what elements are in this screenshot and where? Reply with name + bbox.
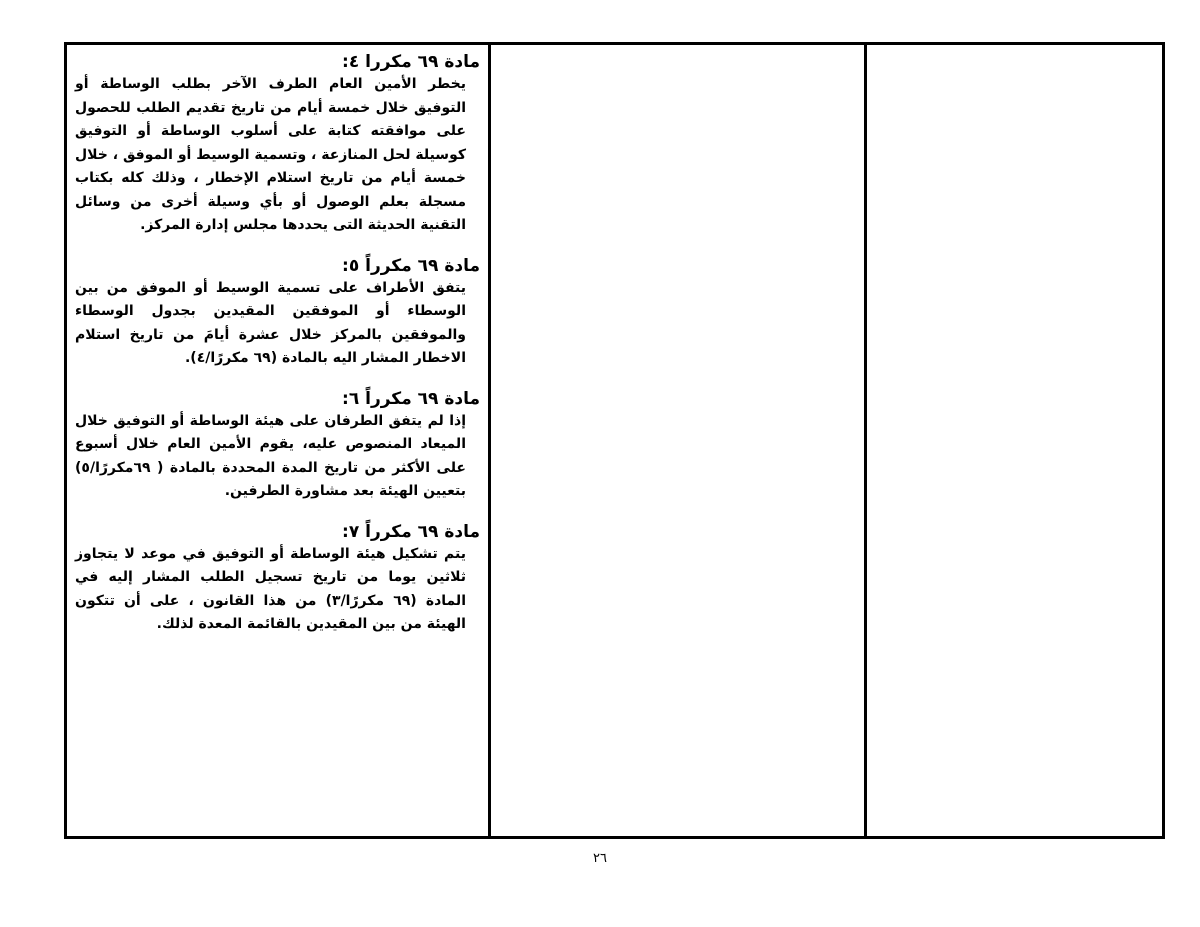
article-title: مادة ٦٩ مكرراً ٥:: [342, 255, 480, 276]
article-69-bis-7: [75, 521, 480, 637]
column-middle-empty: [491, 45, 867, 836]
table-frame: [64, 42, 1165, 839]
column-right-empty: [867, 45, 1162, 836]
article-body: يتم تشكيل هيئة الوساطة أو التوفيق في موعد لا يتجاوز ثلاثين يوما من تاريخ تسجيل الطلب المشار إليه في المادة (٦٩ مكررًا/٣) من هذا القانون ، على أن تتكون الهيئة من بين المقيدين بالقائمة المعدة لذلك.: [75, 545, 466, 632]
article-body: إذا لم يتفق الطرفان على هيئة الوساطة أو التوفيق خلال الميعاد المنصوص عليه، يقوم الأمين العام خلال أسبوع على الأكثر من تاريخ المدة المحددة بالمادة ( ٦٩مكررًا/٥) بتعيين الهيئة بعد مشاورة الطرفين.: [75, 412, 466, 499]
article-title: مادة ٦٩ مكررا ٤:: [342, 52, 480, 72]
article-69-bis-4: [75, 51, 480, 238]
article-title: مادة ٦٩ مكرراً ٦:: [342, 388, 480, 409]
page-number: ٢٦: [593, 851, 607, 866]
article-69-bis-6: [75, 388, 480, 504]
article-title: مادة ٦٩ مكرراً ٧:: [342, 521, 480, 542]
column-article-text: [67, 45, 491, 836]
article-69-bis-5: [75, 255, 480, 371]
article-body: يتفق الأطراف على تسمية الوسيط أو الموفق من بين الوسطاء أو الموفقين المقيدين بجدول الوسطاء والموفقين بالمركز خلال عشرة أيامَ من تاريخ استلام الاخطار المشار اليه بالمادة (٦٩ مكررًا/٤).: [75, 279, 466, 366]
article-body: يخطر الأمين العام الطرف الآخر بطلب الوساطة أو التوفيق خلال خمسة أيام من تاريخ تقديم الطلب للحصول على موافقته كتابة على أسلوب الوساطة أو التوفيق كوسيلة لحل المنازعة ، وتسمية الوسيط أو الموفق ، خلال خمسة أيام من تاريخ استلام الإخطار ، وذلك كله بكتاب مسجلة بعلم الوصول أو بأي وسيلة أخرى من وسائل التقنية الحديثة التى يحددها مجلس إدارة المركز.: [75, 76, 466, 233]
